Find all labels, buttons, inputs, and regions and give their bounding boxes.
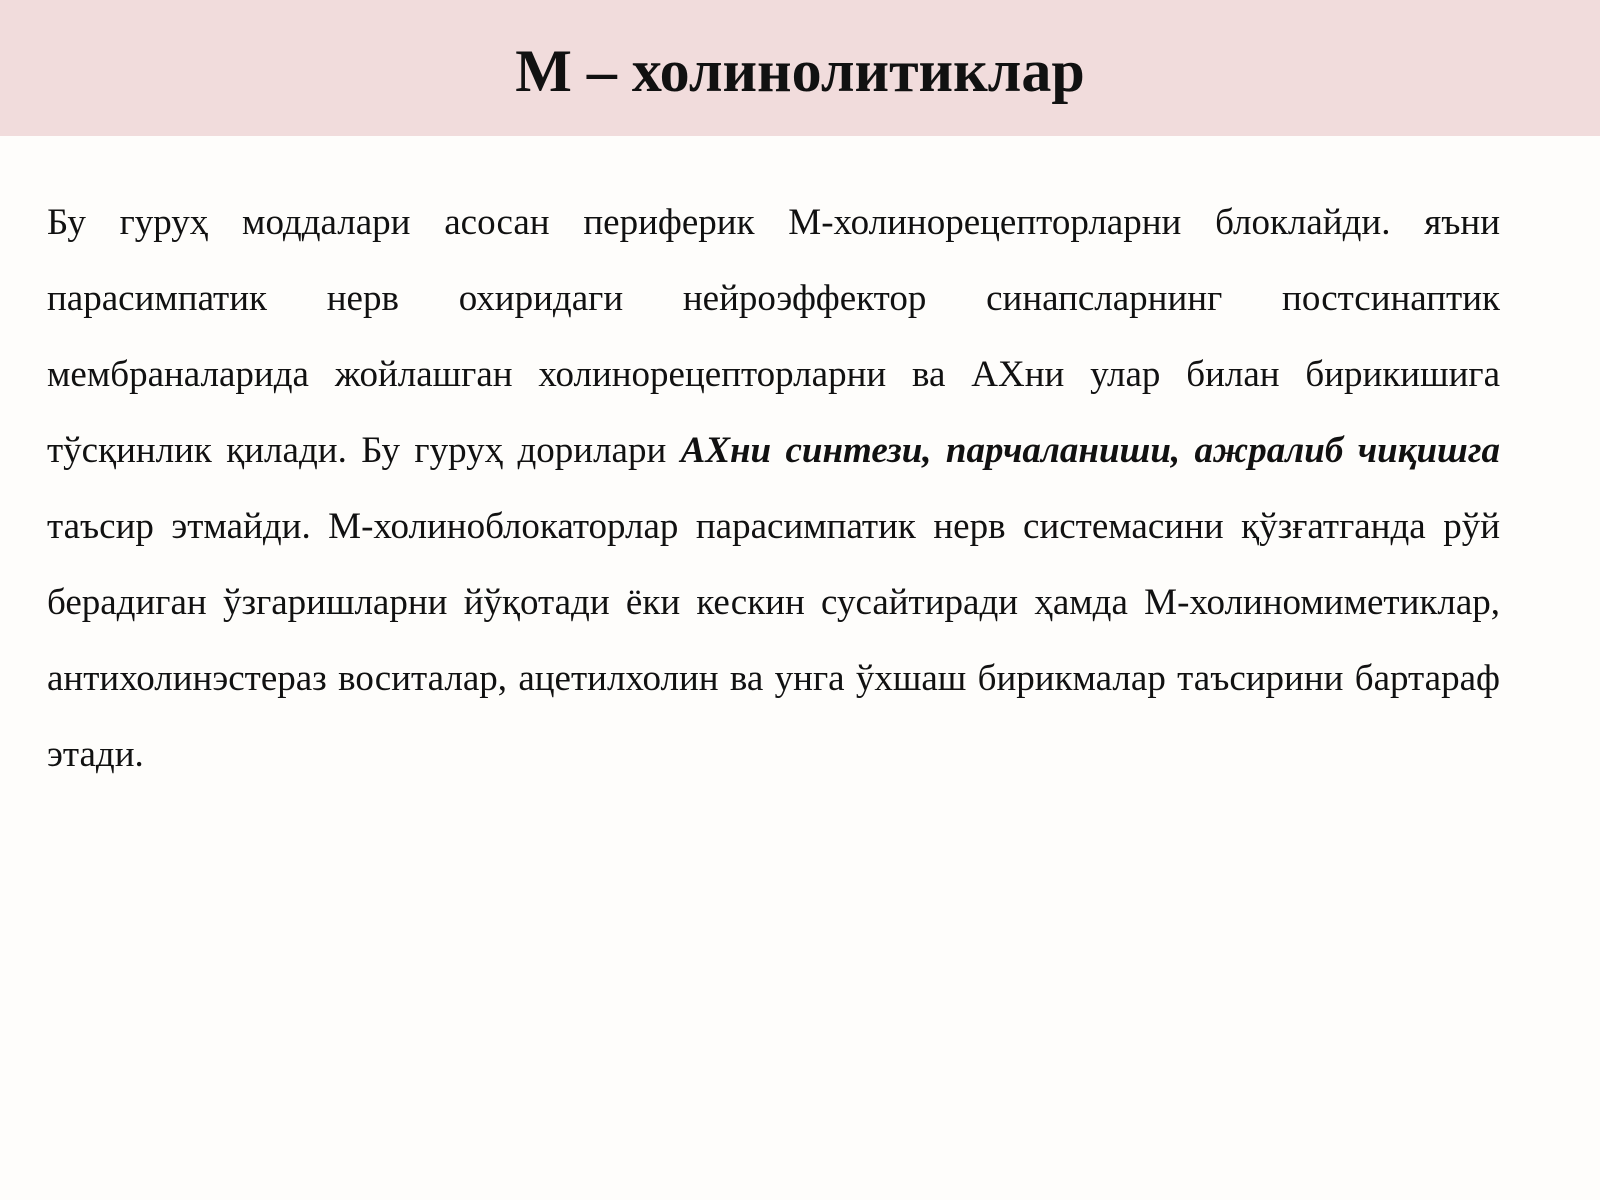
title-band xyxy=(0,0,1600,136)
body-paragraph xyxy=(47,185,1500,793)
paragraph-emphasis: АХни синтези, парчаланиши, ажралиб чиқишга xyxy=(680,430,1500,471)
slide-title: М – холинолитиклар xyxy=(515,37,1085,104)
paragraph-text-part1: Бу гуруҳ моддалари асосан периферик М-холинорецепторларни блоклайди. яъни парасимпатик нерв охиридаги нейроэффектор синапсларнинг постсинаптик мембраналарида жойлашган холинорецепторларни ва АХни улар билан бирикишига тўсқинлик қилади. Бу гуруҳ дорилари xyxy=(47,202,1500,471)
paragraph-text-part2: таъсир этмайди. М-холиноблокаторлар парасимпатик нерв системасини қўзғатганда рўй берадиган ўзгаришларни йўқотади ёки кескин сусайтиради ҳамда М-холиномиметиклар, антихолинэстераз воситалар, ацетилхолин ва унга ўхшаш бирикмалар таъсирини бартараф этади. xyxy=(47,506,1500,775)
